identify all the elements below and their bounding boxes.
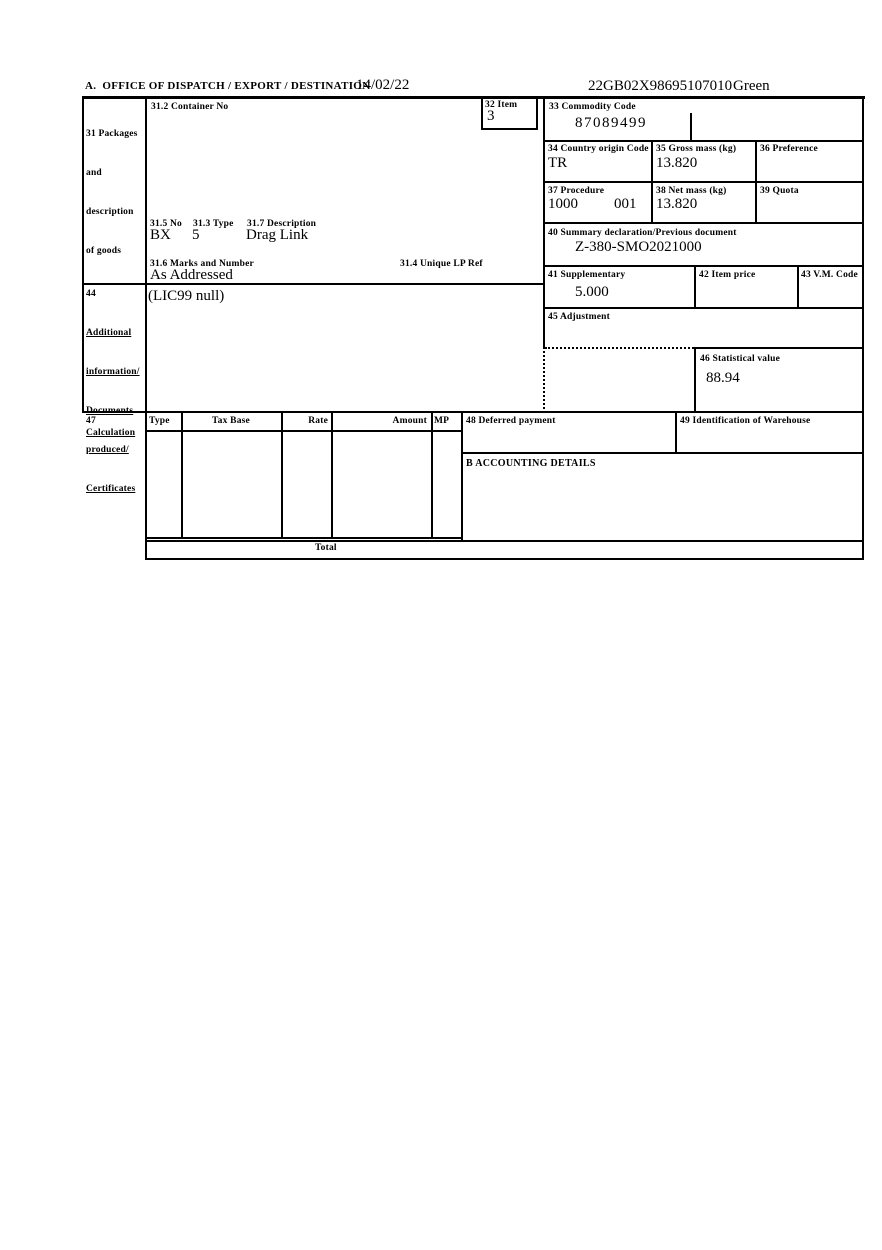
box33-bottom-border [543, 140, 864, 142]
declaration-reference: 22GB02X98695107010 [588, 78, 733, 94]
box48-49-divider [675, 411, 677, 454]
procedure-label: 37 Procedure [548, 186, 605, 196]
calc-type-column-divider [181, 411, 183, 539]
box32-left-border [481, 96, 483, 130]
commodity-code-tick [690, 113, 692, 142]
box47-label [86, 428, 135, 439]
box37-row-bottom-border [543, 222, 864, 224]
calc-col-type: Type [149, 416, 170, 426]
box42-43-divider [797, 265, 799, 309]
box46-left-border [694, 347, 696, 413]
box31-label-line3: description [86, 207, 134, 217]
warehouse-id-label: 49 Identification of Warehouse [680, 416, 811, 426]
form-top-border [82, 96, 865, 99]
gross-mass-value: 13.820 [656, 155, 698, 171]
box47-number: 47 [86, 416, 96, 426]
accounting-details-heading: B ACCOUNTING DETAILS [466, 458, 596, 469]
calc-table-header-border [145, 430, 463, 432]
calc-rate-column-divider [331, 411, 333, 539]
unique-lp-ref-label: 31.4 Unique LP Ref [400, 259, 483, 269]
box44-number: 44 [86, 289, 96, 299]
calc-col-amount: Amount [392, 416, 427, 426]
deferred-payment-label: 48 Deferred payment [466, 416, 556, 426]
statistical-value-label: 46 Statistical value [700, 354, 780, 364]
commodity-code-value: 87089499 [575, 115, 647, 131]
quota-label: 39 Quota [760, 186, 799, 196]
summary-declaration-label: 40 Summary declaration/Previous document [548, 228, 737, 238]
center-column-dotted-divider [543, 347, 545, 413]
vm-code-label: 43 V.M. Code [801, 270, 858, 280]
box47-label-text: Calculation [86, 428, 136, 438]
acceptance-date: 14/02/22 [356, 77, 410, 93]
box48-49-bottom-border [461, 452, 864, 454]
box32-right-border [536, 96, 538, 130]
supplementary-label: 41 Supplementary [548, 270, 626, 280]
box44-label-line4: produced/ [86, 445, 129, 455]
form-left-border [82, 96, 84, 413]
item-number-label: 32 Item [485, 100, 518, 110]
container-no-label: 31.2 Container No [151, 102, 229, 112]
calc-col-rate: Rate [308, 416, 328, 426]
packages-type-label: 31.3 Type [193, 219, 234, 229]
center-column-divider [543, 96, 545, 349]
commodity-code-label: 33 Commodity Code [549, 102, 636, 112]
net-mass-label: 38 Net mass (kg) [656, 186, 727, 196]
packages-no-label: 31.5 No [150, 219, 183, 229]
procedure-value: 1000 [548, 196, 578, 212]
preference-label: 36 Preference [760, 144, 818, 154]
box34-35-divider [651, 140, 653, 224]
additional-information-value: (LIC99 null) [148, 288, 225, 304]
box35-36-divider [755, 140, 757, 224]
calc-col-mp: MP [434, 416, 450, 426]
label-column-divider [145, 96, 147, 560]
item-number-value: 3 [487, 108, 495, 124]
box41-42-divider [694, 265, 696, 309]
box31-label [86, 102, 138, 284]
box44-label-line1: Additional [86, 328, 132, 338]
marks-and-number-label: 31.6 Marks and Number [150, 259, 254, 269]
goods-description-value: Drag Link [246, 227, 309, 243]
supplementary-value: 5.000 [575, 284, 609, 300]
box44-label-line5: Certificates [86, 484, 136, 494]
box44-label-line2: information/ [86, 367, 140, 377]
box44-label-line3: Documents [86, 406, 134, 416]
box32-bottom-border [481, 128, 538, 130]
box44-label [86, 301, 140, 522]
item-price-label: 42 Item price [699, 270, 756, 280]
calc-col-taxbase: Tax Base [212, 416, 250, 426]
procedure-value2: 001 [614, 196, 637, 212]
net-mass-value: 13.820 [656, 196, 698, 212]
calc-amount-column-divider [431, 411, 433, 539]
office-of-dispatch-heading: A. OFFICE OF DISPATCH / EXPORT / DESTINATION [85, 80, 371, 92]
box40-bottom-border [543, 265, 864, 267]
summary-declaration-value: Z-380-SMO2021000 [575, 239, 702, 255]
calc-taxbase-column-divider [281, 411, 283, 539]
adjustment-label: 45 Adjustment [548, 312, 610, 322]
routing-status: Green [733, 78, 770, 94]
box31-label-line1: 31 Packages [86, 129, 138, 139]
total-row-top-border [145, 540, 864, 542]
packages-no-value: BX [150, 227, 171, 243]
statistical-value-value: 88.94 [706, 370, 740, 386]
box31-label-line2: and [86, 168, 102, 178]
box41-row-bottom-border [543, 307, 864, 309]
box34-row-bottom-border [543, 181, 864, 183]
form-right-border [862, 96, 864, 560]
packages-description-label: 31.7 Description [247, 219, 317, 229]
packages-type-value: 5 [192, 227, 200, 243]
box31-label-line4: of goods [86, 246, 122, 256]
gross-mass-label: 35 Gross mass (kg) [656, 144, 737, 154]
total-row-bottom-border [145, 558, 864, 560]
calc-total-label: Total [315, 543, 337, 553]
box45-dotted-bottom-border [545, 347, 694, 349]
country-origin-label: 34 Country origin Code [548, 144, 649, 154]
calc-table-bottom-border [145, 537, 463, 539]
marks-and-number-value: As Addressed [150, 267, 233, 283]
country-origin-value: TR [548, 155, 568, 171]
mid-section-border [82, 411, 864, 413]
box46-top-border [694, 347, 864, 349]
calc-table-right-border [461, 411, 463, 542]
box31-bottom-border [82, 283, 545, 285]
